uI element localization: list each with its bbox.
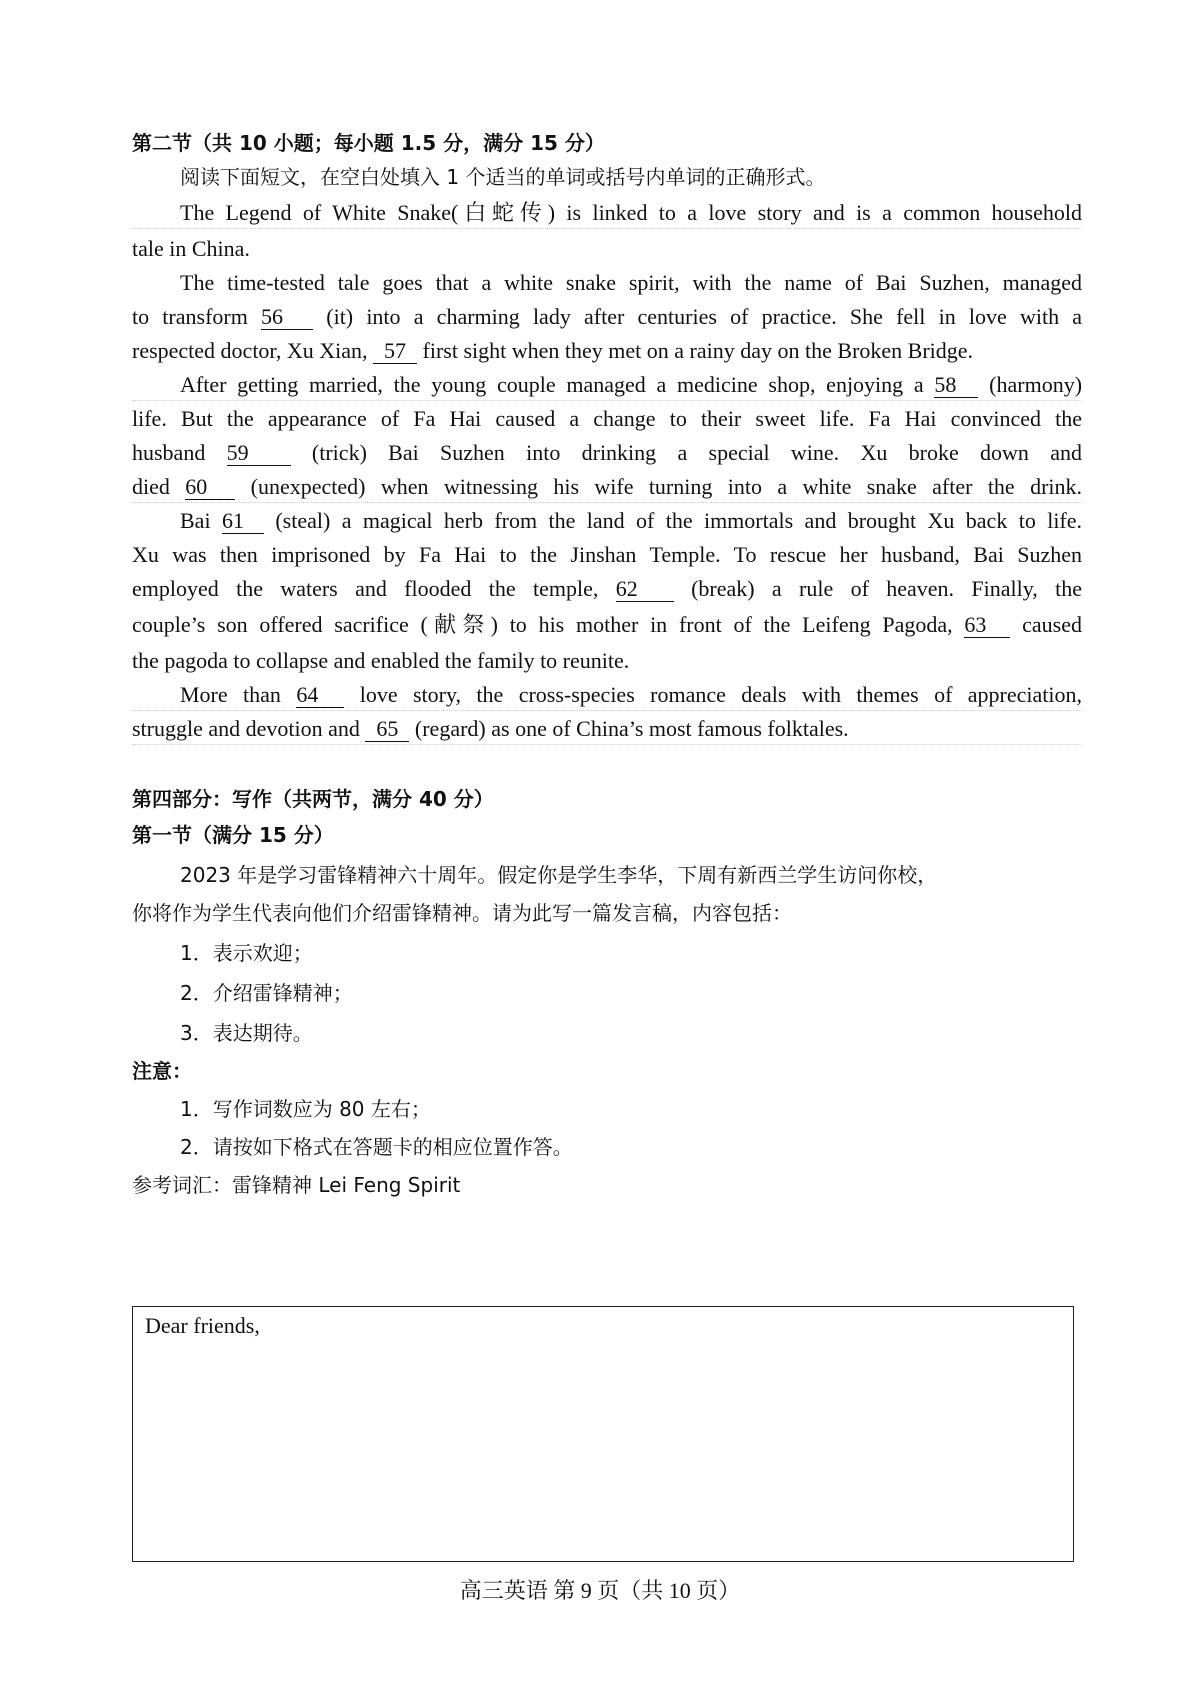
sub-heading: 第一节（满分 15 分） [132,823,334,847]
part-heading: 第四部分：写作（共两节，满分 40 分） [132,787,494,811]
vocab-hint: 参考词汇：雷锋精神 Lei Feng Spirit [132,1173,461,1197]
blank-65: 65 [365,717,409,742]
passage-line [132,680,1082,711]
passage-text: died [132,474,170,499]
requirement-item: 3．表达期待。 [180,1021,313,1045]
blank-62: 62 [616,577,674,602]
passage-line [132,506,1082,536]
passage-text: (harmony) [989,372,1083,397]
passage-text: respected doctor, Xu Xian, [132,338,368,363]
blank-64: 64 [296,683,344,708]
passage-line: The time-tested tale goes that a white snake spirit, with the name of Bai Suzhen, managed [180,270,1082,295]
blank-60: 60 [185,475,235,500]
passage-text: Bai [180,508,211,533]
answer-box[interactable] [132,1306,1074,1562]
passage-text: After getting married, the young couple managed a medicine shop, enjoying a [180,372,924,397]
passage-text: love story, the cross-species romance deals with themes of appreciation, [359,682,1083,707]
passage-text: (trick) Bai Suzhen into drinking a special wine. Xu broke down and [311,440,1082,465]
page-footer: 高三英语 第 9 页（共 10 页） [459,1578,741,1603]
instruction: 阅读下面短文，在空白处填入 1 个适当的单词或括号内单词的正确形式。 [180,165,826,189]
requirement-item: 2．介绍雷锋精神； [180,981,353,1005]
answer-box-greeting: Dear friends, [145,1313,260,1338]
note-item: 2．请按如下格式在答题卡的相应位置作答。 [180,1135,573,1159]
passage-text: (unexpected) when witnessing his wife turning into a white snake after the drink. [250,474,1083,499]
passage-line: The Legend of White Snake(白蛇传) is linked to a love story and is a common household [132,198,1082,229]
passage-line [132,472,1082,503]
blank-61: 61 [222,509,264,534]
passage-text: struggle and devotion and [132,716,360,741]
passage-line [132,610,1082,640]
passage-line [132,438,1082,468]
passage-line [132,302,1082,332]
note-item: 1．写作词数应为 80 左右； [180,1097,431,1121]
passage-line: Xu was then imprisoned by Fa Hai to the Jinshan Temple. To rescue her husband, Bai Suzhen [132,542,1082,567]
passage-text: (break) a rule of heaven. Finally, the [691,576,1083,601]
passage-text: first sight when they met on a rainy day on the Broken Bridge. [422,338,974,363]
passage-text: (steal) a magical herb from the land of the immortals and brought Xu back to life. [275,508,1083,533]
prompt-line: 2023 年是学习雷锋精神六十周年。假定你是学生李华，下周有新西兰学生访问你校， [180,863,938,887]
blank-56: 56 [261,305,313,330]
blank-59: 59 [227,441,291,466]
prompt-line: 你将作为学生代表向他们介绍雷锋精神。请为此写一篇发言稿，内容包括： [132,901,792,925]
note-label: 注意： [132,1059,192,1083]
passage-line [132,370,1082,401]
passage-line [132,336,1082,366]
passage-text: caused [1022,612,1083,637]
passage-line [132,714,1082,745]
passage-line [132,574,1082,604]
passage-line: life. But the appearance of Fa Hai caused a change to their sweet life. Fa Hai convinced the [132,406,1082,431]
passage-line: tale in China. [132,236,250,261]
requirement-item: 1．表示欢迎； [180,941,313,965]
passage-line: the pagoda to collapse and enabled the family to reunite. [132,648,630,673]
passage-text: More than [180,682,281,707]
passage-text: (regard) as one of China’s most famous folktales. [414,716,849,741]
passage-text: husband [132,440,206,465]
passage-text: employed the waters and flooded the temple, [132,576,599,601]
blank-58: 58 [934,373,978,398]
passage-text: (it) into a charming lady after centuries of practice. She fell in love with a [326,304,1083,329]
passage-text: to transform [132,304,248,329]
passage-text: couple’s son offered sacrifice (献祭) to his mother in front of the Leifeng Pagoda, [132,612,953,637]
section-heading: 第二节（共 10 小题；每小题 1.5 分，满分 15 分） [132,131,605,155]
blank-57: 57 [373,339,417,364]
blank-63: 63 [964,613,1010,638]
